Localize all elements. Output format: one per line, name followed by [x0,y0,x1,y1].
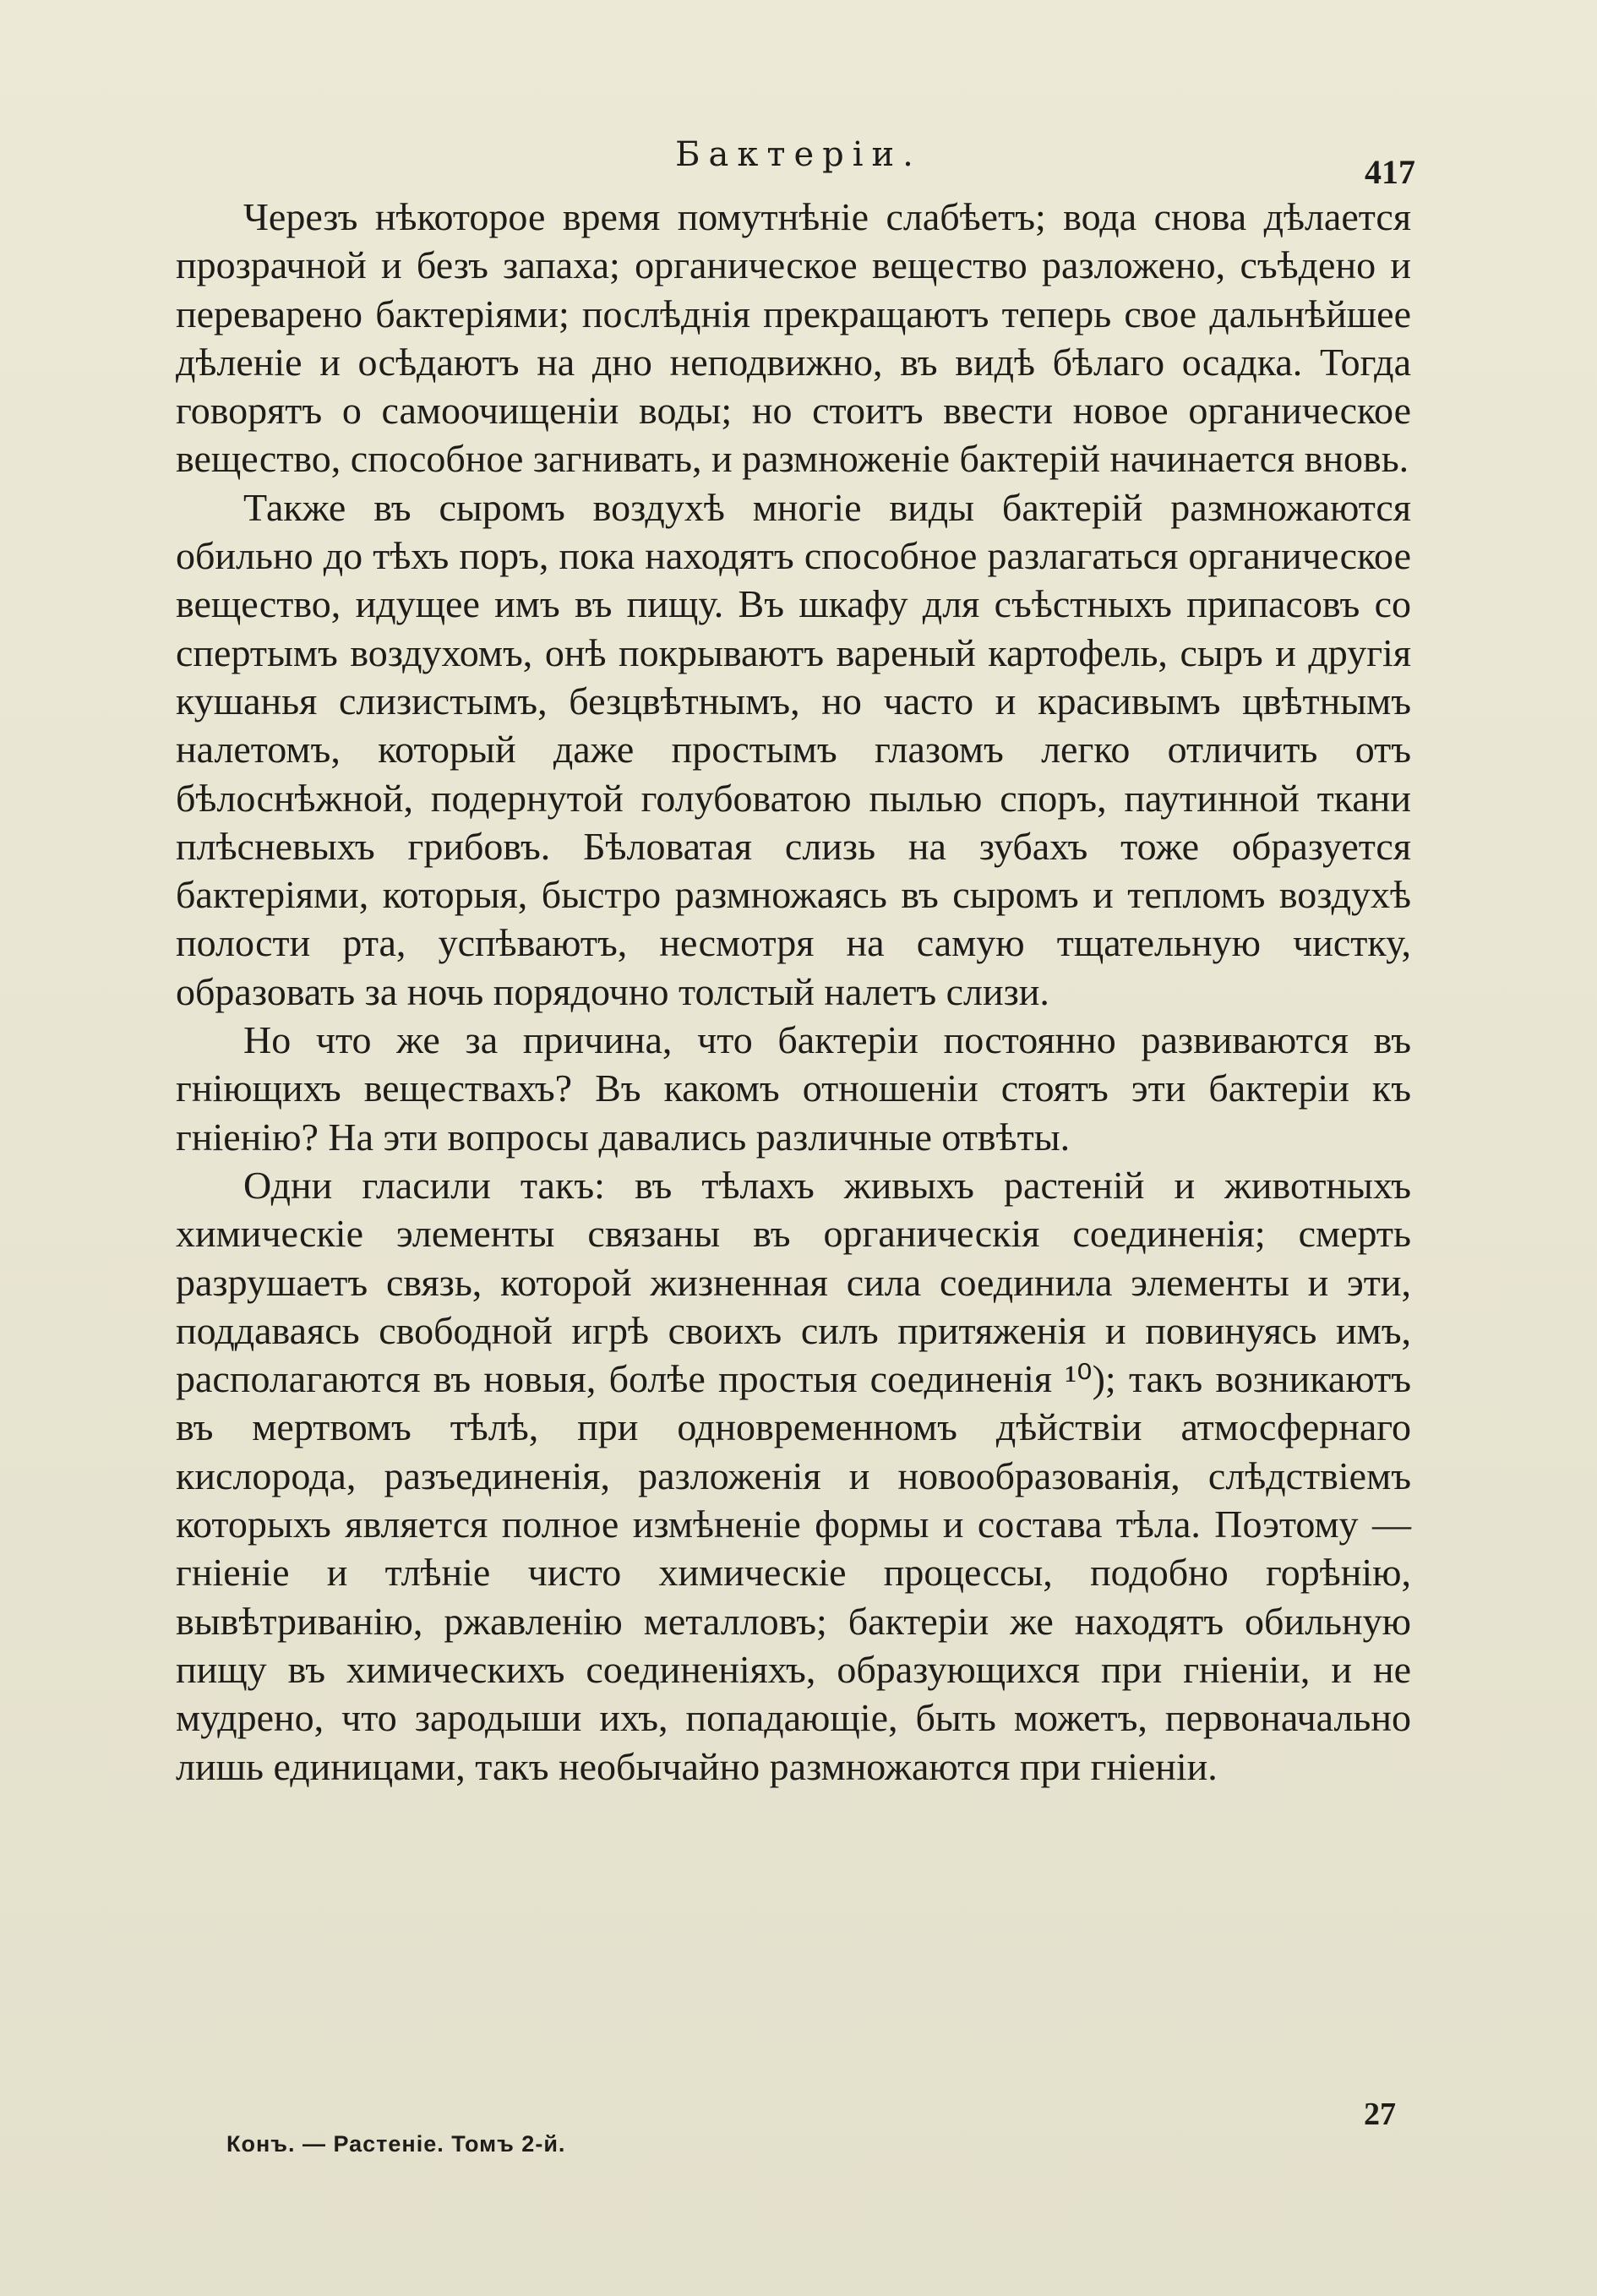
page-number: 417 [1365,153,1415,191]
paragraph: Черезъ нѣкоторое время помутнѣніе слабѣетъ; вода снова дѣлается прозрачной и безъ запаха; органическое вещество разложено, съѣдено и переварено бактеріями; послѣднія прекращаютъ теперь свое дальнѣйшее дѣленіе и осѣдаютъ на дно неподвижно, въ видѣ бѣлаго осадка. Тогда говорятъ о самоочищеніи воды; но стоитъ ввести новое органическое вещество, способное загнивать, и размноженіе бактерій начинается вновь. [176,195,1411,481]
paragraph: Но что же за причина, что бактеріи постоянно развиваются въ гніющихъ веществахъ? Въ какомъ отношеніи стоятъ эти бактеріи къ гніенію? На эти вопросы давались различные отвѣты. [176,1018,1411,1159]
running-title: Бактеріи. [675,135,922,174]
signature-mark: 27 [1364,2097,1396,2132]
paragraph: Также въ сыромъ воздухѣ многіе виды бактерій размножаются обильно до тѣхъ поръ, пока находятъ способное разлагаться органическое вещество, идущее имъ въ пищу. Въ шкафу для съѣстныхъ припасовъ со спертымъ воздухомъ, онѣ покрываютъ вареный картофель, сыръ и другія кушанья слизистымъ, безцвѣтнымъ, но часто и красивымъ цвѣтнымъ налетомъ, который даже простымъ глазомъ легко отличить отъ бѣлоснѣжной, подернутой голубоватою пылью споръ, паутинной ткани плѣсневыхъ грибовъ. Бѣловатая слизь на зубахъ тоже образуется бактеріями, которыя, быстро размножаясь въ сыромъ и тепломъ воздухѣ полости рта, успѣваютъ, несмотря на самую тщательную чистку, образовать за ночь порядочно толстый налетъ слизи. [176,485,1411,1013]
paragraph: Одни гласили такъ: въ тѣлахъ живыхъ растеній и животныхъ химическіе элементы связаны въ органическія соединенія; смерть разрушаетъ связь, которой жизненная сила соединила элементы и эти, поддаваясь свободной игрѣ своихъ силъ притяженія и повинуясь имъ, располагаются въ новыя, болѣе простыя соединенія ¹⁰); такъ возникаютъ въ мертвомъ тѣлѣ, при одновременномъ дѣйствіи атмосфернаго кислорода, разъединенія, разложенія и новообразованія, слѣдствіемъ которыхъ является полное измѣненіе формы и состава тѣла. Поэтому — гніеніе и тлѣніе чисто химическіе процессы, подобно горѣнію, вывѣтриванію, ржавленію металловъ; бактеріи же находятъ обильную пищу въ химическихъ соединеніяхъ, образующихся при гніеніи, и не мудрено, что зародыши ихъ, попадающіе, быть можетъ, первоначально лишь единицами, такъ необычайно размножаются при гніеніи. [176,1163,1411,1788]
body-text [176,193,1411,1791]
footer-book-title: Конъ. — Растеніе. Томъ 2-й. [226,2131,566,2157]
